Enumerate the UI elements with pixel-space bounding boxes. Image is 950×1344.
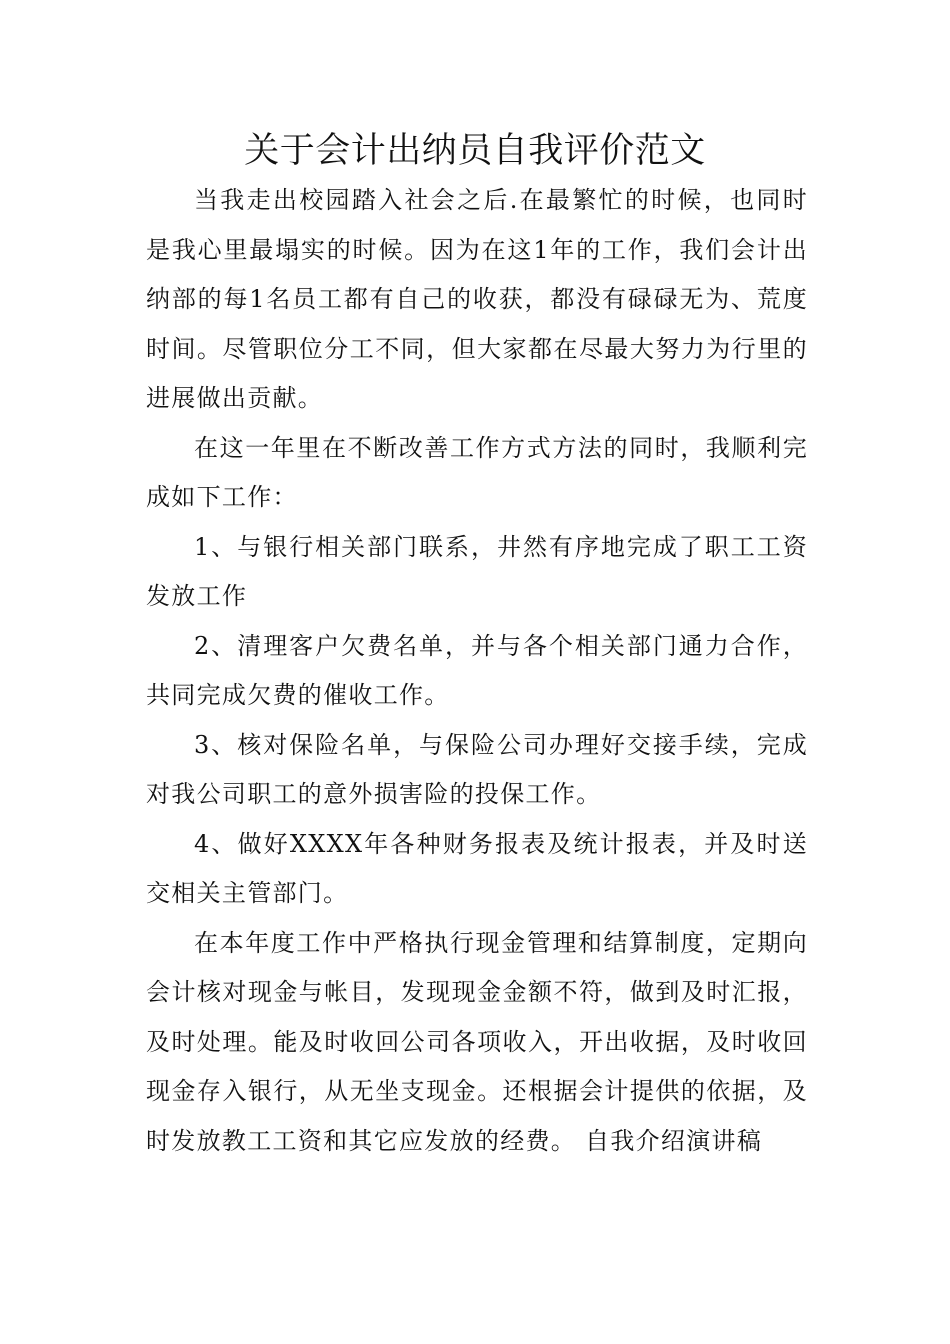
list-item-1: 1、与银行相关部门联系，井然有序地完成了职工工资发放工作 [146,532,808,610]
paragraph-intro: 当我走出校园踏入社会之后.在最繁忙的时候，也同时是我心里最塌实的时候。因为在这1年的工作，我们会计出纳部的每1名员工都有自己的收获，都没有碌碌无为、荒度时间。尽管职位分工不同，但大家都在尽最大努力为行里的进展做出贡献。 [146,186,808,412]
paragraph-cash-management: 在本年度工作中严格执行现金管理和结算制度，定期向会计核对现金与帐目，发现现金金额不符，做到及时汇报，及时处理。能及时收回公司各项收入，开出收据，及时收回现金存入银行，从无坐支现金。还根据会计提供的依据，及时发放教工工资和其它应发放的经费。 自我介绍演讲稿 [146,928,808,1155]
list-item-3: 3、核对保险名单，与保险公司办理好交接手续，完成对我公司职工的意外损害险的投保工作。 [146,730,808,808]
document-title: 关于会计出纳员自我评价范文 [244,131,706,171]
list-item-4: 4、做好XXXX年各种财务报表及统计报表，并及时送交相关主管部门。 [146,829,808,907]
document-body [146,176,808,1166]
list-item-2: 2、清理客户欠费名单，并与各个相关部门通力合作，共同完成欠费的催收工作。 [146,631,808,709]
paragraph-work-summary: 在这一年里在不断改善工作方式方法的同时，我顺利完成如下工作： [146,433,808,511]
